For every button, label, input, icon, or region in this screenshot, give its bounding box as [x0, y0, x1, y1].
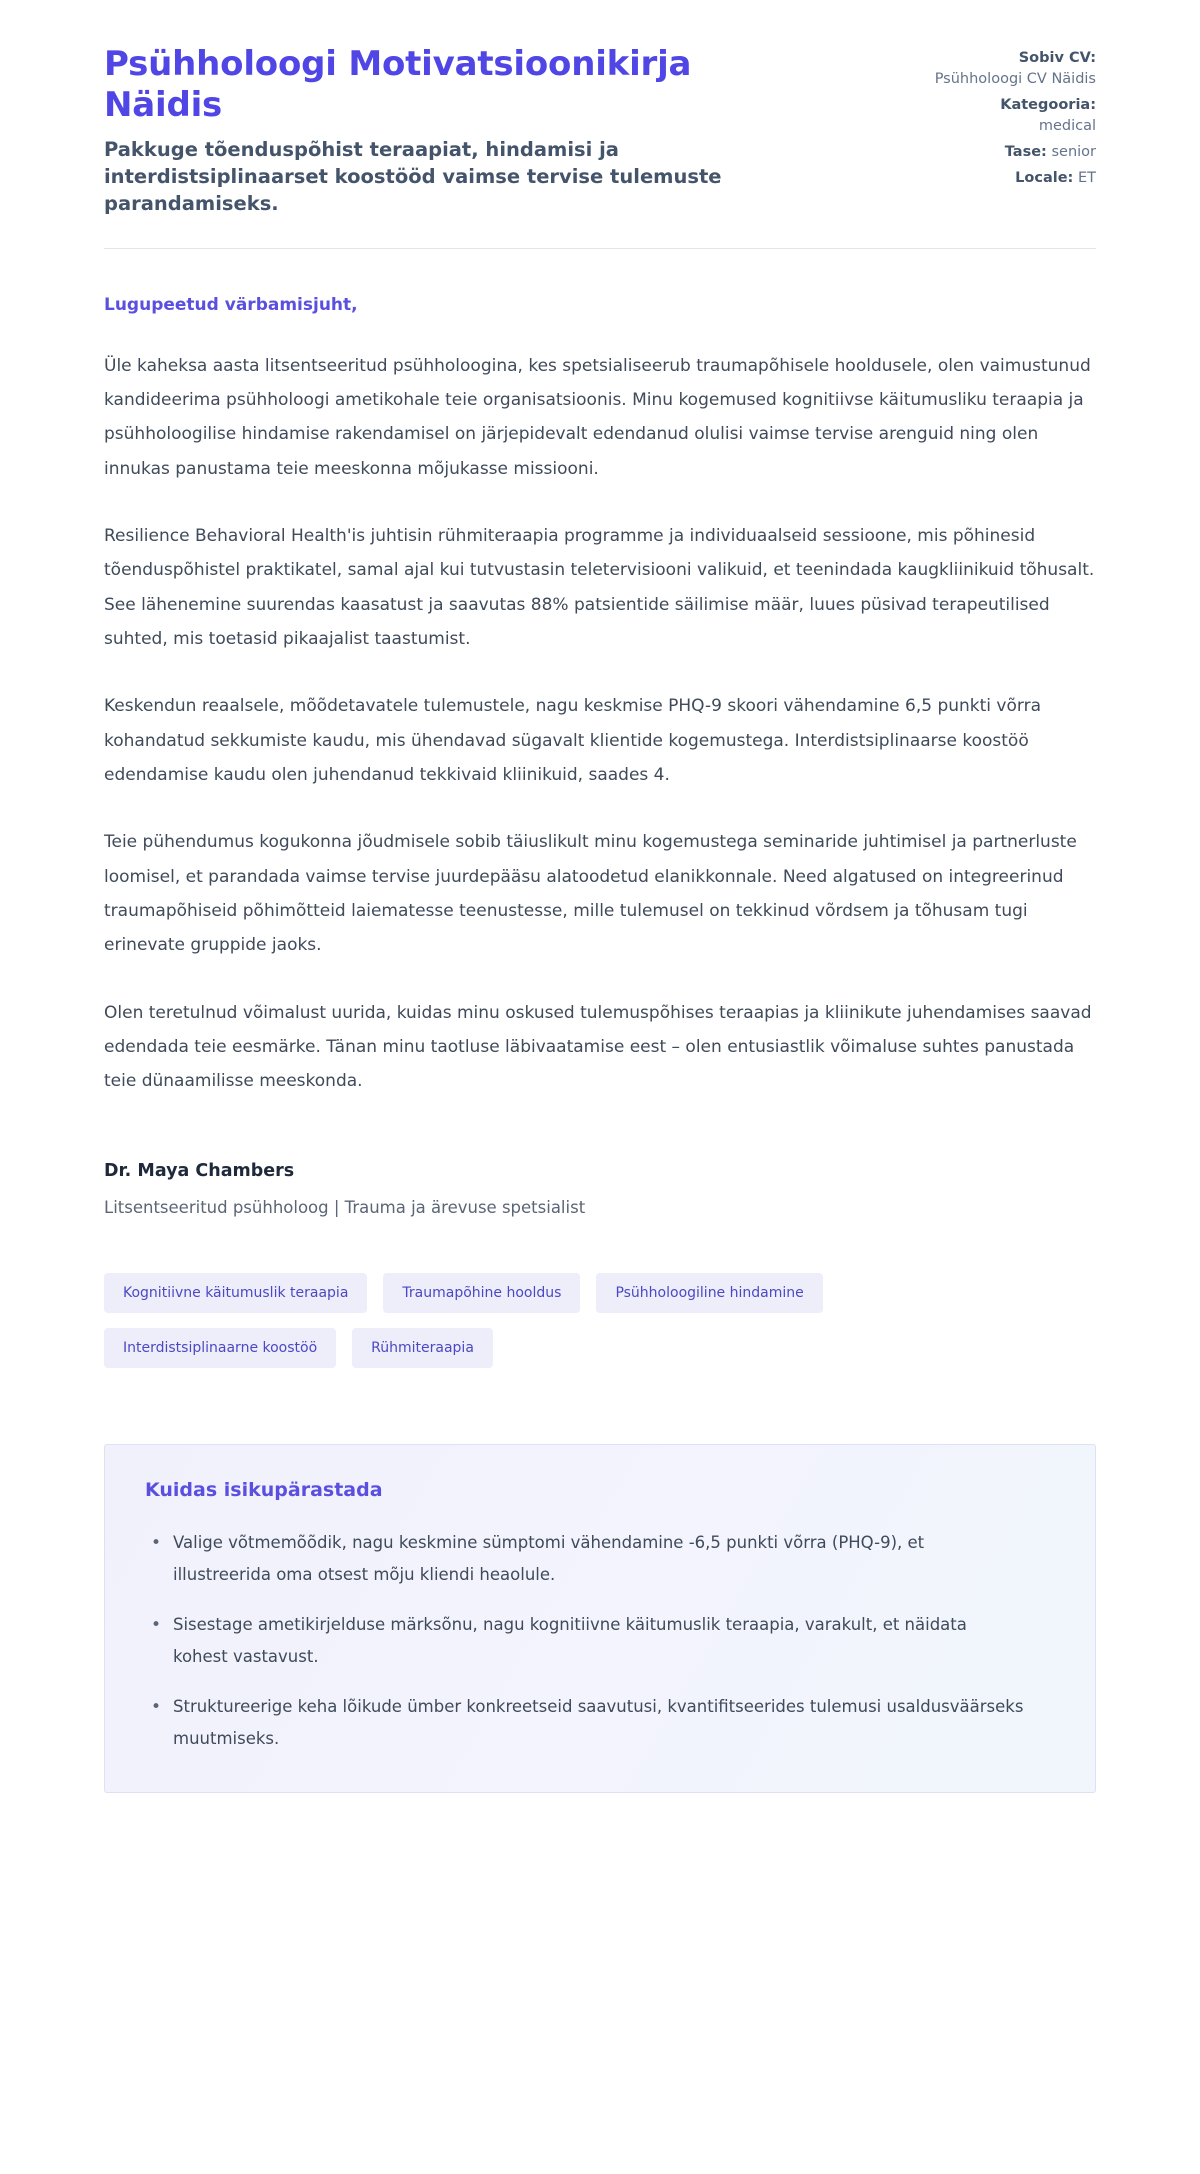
meta-category: [906, 95, 1096, 137]
meta-category-label: Kategooria:: [1000, 97, 1096, 114]
callout-tip-item: • Valige võtmemõõdik, nagu keskmine sümptomi vähendamine -6,5 punkti võrra (PHQ-9), et illustreerida oma otsest mõju kliendi heaolule.: [145, 1527, 1025, 1591]
meta-matching-cv-label: Sobiv CV:: [1018, 50, 1096, 66]
signature-name: Dr. Maya Chambers: [104, 1160, 295, 1181]
callout-tip-list: [145, 1527, 1055, 1756]
skill-tag[interactable]: Psühholoogiline hindamine: [596, 1273, 822, 1313]
letter-paragraph: Resilience Behavioral Health'is juhtisin rühmiteraapia programme ja individuaalseid sessioone, mis põhinesid tõenduspõhistel praktikatel, samal ajal kui tutvustasin teletervisiooni valikuid, et teenindada kaugkliinikuid tõhusalt. See lähenemine suurendas kaasatust ja saavutas 88% patsientide säilimise määr, luues püsivad terapeutilised suhted, mis toetasid pikaajalist taastumist.: [104, 525, 1095, 649]
meta-level-label: Tase:: [1004, 144, 1047, 161]
meta-level-value: senior: [1051, 144, 1096, 161]
document-header: [104, 44, 1096, 248]
skill-tag[interactable]: Interdistsiplinaarne koostöö: [104, 1328, 336, 1368]
meta-locale: [906, 168, 1096, 189]
letter-salutation: Lugupeetud värbamisjuht,: [104, 294, 358, 315]
header-metadata: [906, 44, 1096, 194]
skill-tag[interactable]: Traumapõhine hooldus: [383, 1273, 580, 1313]
meta-locale-value: ET: [1077, 170, 1096, 187]
letter-paragraph: Olen teretulnud võimalust uurida, kuidas minu oskused tulemuspõhises teraapias ja kliinikute juhendamises saavad edendada teie eesmärke. Tänan minu taotluse läbivaatamise eest – olen entusiastlik võimaluse suhtes panustada teie dünaamilisse meeskonda.: [104, 1002, 1092, 1092]
signature-title: Litsentseeritud psühholoog | Trauma ja ärevuse spetsialist: [104, 1197, 586, 1217]
callout-title: Kuidas isikupärastada: [145, 1478, 383, 1501]
signature-block: [104, 1161, 1096, 1217]
skill-tag-list: [104, 1273, 964, 1368]
letter-paragraph: Üle kaheksa aasta litsentseeritud psühholoogina, kes spetsialiseerub traumapõhisele hooldusele, olen vaimustunud kandideerima psühholoogi ametikohale teie organisatsioonis. Minu kogemused kognitiivse käitumusliku teraapia ja psühholoogilise hindamise rakendamisel on järjepidevalt edendanud olulisi vaimse tervise arenguid ning olen innukas panustama teie meeskonna mõjukasse missiooni.: [104, 355, 1091, 479]
meta-matching-cv-value: Psühholoogi CV Näidis: [934, 71, 1096, 88]
callout-tip-item: • Sisestage ametikirjelduse märksõnu, nagu kognitiivne käitumuslik teraapia, varakult, et näidata kohest vastavust.: [145, 1609, 1025, 1673]
page-subtitle: Pakkuge tõenduspõhist teraapiat, hindamisi ja interdistsiplinaarset koostööd vaimse tervise tulemuste parandamiseks.: [104, 137, 722, 215]
meta-level: [906, 142, 1096, 163]
personalization-callout: [104, 1444, 1096, 1793]
skill-tag[interactable]: Kognitiivne käitumuslik teraapia: [104, 1273, 367, 1313]
letter-paragraph: Teie pühendumus kogukonna jõudmisele sobib täiuslikult minu kogemustega seminaride juhtimisel ja partnerluste loomisel, et parandada vaimse tervise juurdepääsu alatoodetud elanikkonnale. Need algatused on integreerinud traumapõhiseid põhimõtteid laiematesse teenustesse, mille tulemusel on tekkinud võrdsem ja tõhusam tugi erinevate gruppide jaoks.: [104, 832, 1077, 956]
page-title: Psühholoogi Motivatsioonikirja Näidis: [104, 44, 692, 126]
header-divider: [104, 248, 1096, 249]
letter-body: [104, 295, 1096, 1099]
letter-paragraph: Keskendun reaalsele, mõõdetavatele tulemustele, nagu keskmise PHQ-9 skoori vähendamine 6,5 punkti võrra kohandatud sekkumiste kaudu, mis ühendavad sügavalt klientide kogemustega. Interdistsiplinaarse koostöö edendamise kaudu olen juhendanud tekkivaid kliinikuid, saades 4.: [104, 696, 1041, 785]
meta-category-value: medical: [1038, 118, 1096, 135]
meta-matching-cv: [906, 48, 1096, 90]
callout-tip-item: • Struktureerige keha lõikude ümber konkreetseid saavutusi, kvantifitseerides tulemusi usaldusväärseks muutmiseks.: [145, 1691, 1025, 1755]
meta-locale-label: Locale:: [1015, 170, 1074, 187]
skill-tag[interactable]: Rühmiteraapia: [352, 1328, 493, 1368]
header-left: [104, 44, 804, 218]
